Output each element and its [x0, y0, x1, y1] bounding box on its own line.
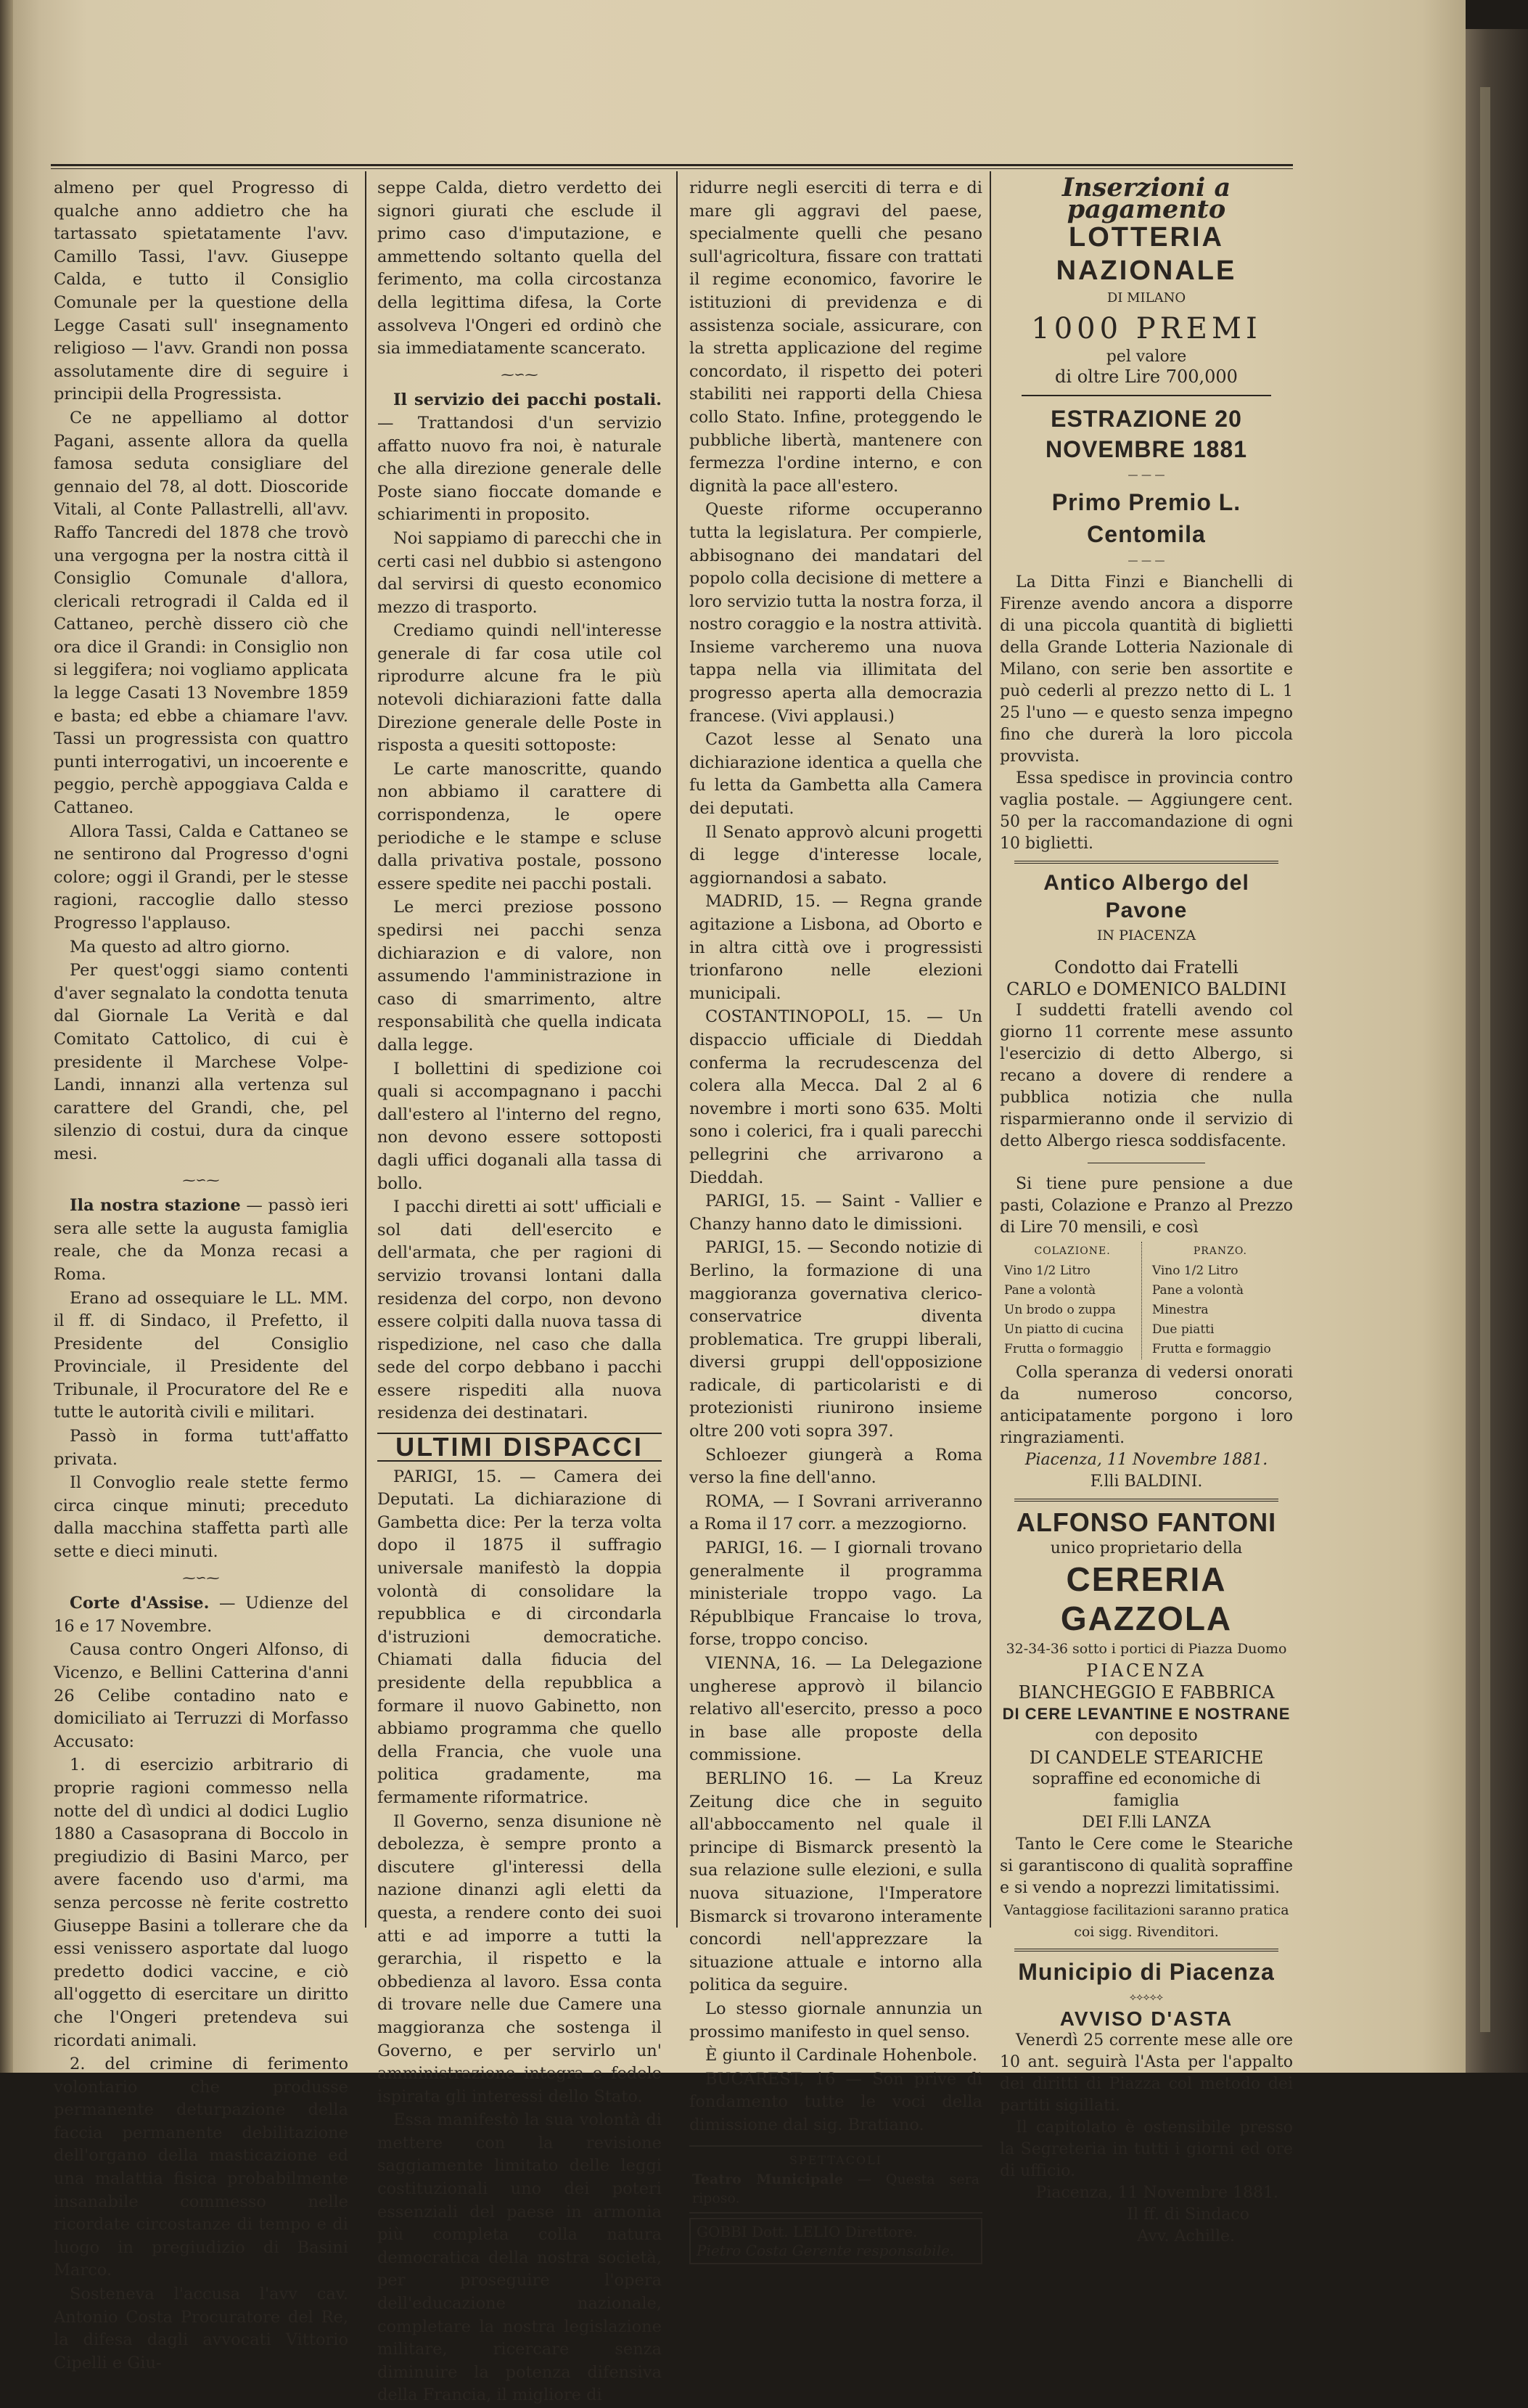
dispatch: Essa manifestò la sua volontà di mettere con la revisione saggiamente limitato delle leggi costituzionali uno dei poteri essenziali del paese in armonia più completa colla natura democratica della nostra società, per proseguire l'opera dell'educazione nazionale, completare la nostra legislazione militare, ricercare senza diminuire la potenza difensiva della Francia, il migliore di	[377, 2110, 662, 2405]
albergo-pensione: Si tiene pure pensione a due pasti, Colazione e Pranzo al Prezzo di Lire 70 mensili, e così	[1000, 1175, 1293, 1237]
lotteria-lire: di oltre Lire 700,000	[1055, 366, 1238, 387]
dispatch: Schloezer giungerà a Roma verso la fine dell'anno.	[689, 1445, 982, 1488]
paragraph: ridurre negli eserciti di terra e di mare gli aggravi del paese, specialmente quelli che pesano sull'agricoltura, fissare con trattati il regime economico, favorire le istituzioni di previdenza e di assistenza sociale, assicurare, con la stretta applicazione del regime concordato, il rispetto dei poteri stabiliti nei rapporti della Chiesa collo Stato. Infine, proteggendo le pubbliche libertà, mantenere con fermezza l'ordine interno, e con dignità la pace all'estero.	[689, 179, 982, 496]
paragraph: I bollettini di spedizione coi quali si accompagnano i pacchi dall'estero al l'interno del regno, non devono essere sottoposti dagli uffici doganali alla tassa di bollo.	[377, 1059, 662, 1193]
menu-item: Minestra	[1151, 1303, 1209, 1317]
page-gutter	[0, 0, 13, 2073]
cereria-subtitle: unico proprietario della	[1050, 1539, 1243, 1557]
avviso-signature: Avv. Achille.	[1137, 2227, 1235, 2245]
ad-separator	[1014, 1499, 1278, 1502]
ad-separator	[1014, 861, 1278, 864]
dispatch: PARIGI, 16. — I giornali trovano generalmente il programma ministeriale troppo vago. La Républbique Francaise lo trova, forse, troppo conciso.	[689, 1539, 982, 1650]
paragraph: Ma questo ad altro giorno.	[70, 937, 290, 957]
paragraph: Erano ad ossequiare le LL. MM. il ff. di Sindaco, il Prefetto, il Presidente del Consiglio Provinciale, il Presidente del Tribunale, il Procuratore del Re e tutte le autorità civili e militari.	[54, 1288, 348, 1422]
menu-item: Un piatto di cucina	[1004, 1322, 1124, 1337]
albergo-thanks: Colla speranza di vedersi onorati da numeroso concorso, anticipatamente porgono i loro ringraziamenti.	[1000, 1364, 1293, 1447]
paragraph: almeno per quel Progresso di qualche anno addietro che ha tartassato spietatamente l'avv. Camillo Tassi, l'avv. Giuseppe Calda, e tutto il Consiglio Comunale per la questione della Legge Casati sull' insegnamento religioso — l'avv. Grandi non possa assolutamente dire di seguire i principii della Progressista.	[54, 179, 348, 404]
albergo-city: IN PIACENZA	[1096, 927, 1196, 943]
menu-item: Vino 1/2 Litro	[1004, 1264, 1090, 1278]
spettacoli-heading: SPETTACOLI	[789, 2153, 883, 2168]
news-heading: Il servizio dei pacchi postali.	[393, 390, 662, 410]
top-rule	[51, 164, 1293, 166]
dispatch: PARIGI, 15. — Secondo notizie di Berlino, la formazione di una maggioranza governativa clerico-conservatrice diventa problematica. Tre gruppi liberali, diversi gruppi dell'opposizione radicale, di particolaristi e di protezionisti riunirono insieme oltre 200 voti sopra 397.	[689, 1238, 982, 1441]
paragraph: 1. di esercizio arbitrario di proprie ragioni commesso nella notte del dì undici al dodici Luglio 1880 a Casasoprana di Boccolo in pregiudizio di Basini Marco, per avere facendo uso d'armi, ma senza percosse nè ferite costretto Giuseppe Basini a tollerare che da essi venissero asportate dal luogo predetto dodici vaccine, e ciò all'oggetto di esercitare un diritto che l'Ongeri pretendeva sui ricordati animali.	[54, 1756, 348, 2050]
ad-rule	[1022, 395, 1271, 396]
avviso-text: Il capitolato è ostensibile presso la Segreteria in tutti i giorni ed ore di ufficio.	[1000, 2118, 1293, 2180]
column-divider	[365, 171, 366, 1928]
menu-item: Un brodo o zuppa	[1004, 1303, 1116, 1317]
avviso-date: Piacenza, 11 Novembre 1881.	[1035, 2184, 1278, 2202]
menu-item: Frutta o formaggio	[1004, 1342, 1124, 1356]
paragraph: Crediamo quindi nell'interesse generale di far cosa utile col riprodurre alcune fra le più notevoli dichiarazioni fatte dalla Direzione generale delle Poste in risposta a quesiti sottoposte:	[377, 621, 662, 755]
cereria-line: DEI F.lli LANZA	[1082, 1814, 1211, 1832]
paragraph: Queste riforme occuperanno tutta la legislatura. Per compierle, abbisognano dei mandatari del popolo colla decisione di mettere a loro servizio tutta la nostra forza, il nostro coraggio e la nostra attività. Insieme varcheremo una nuova tappa nella via illimitata del progresso aperta alla democrazia francese. (Vivi applausi.)	[689, 500, 982, 726]
paragraph: Le merci preziose possono spedirsi nei pacchi senza dichiarazion e di valore, non assumendo l'amministrazione in caso di smarrimento, altre responsabilità che quella indicata dalla legge.	[377, 898, 662, 1054]
dispatch: MADRID, 15. — Regna grande agitazione a Lisbona, ad Oborto e in altra città ove i progressisti trionfarono nelle elezioni municipali.	[689, 892, 982, 1003]
paragraph: Il Convoglio reale stette fermo circa cinque minuti; preceduto dalla macchina staffetta partì alle sette e dieci minuti.	[54, 1473, 348, 1562]
paragraph: Allora Tassi, Calda e Cattaneo se ne sentirono dal Progresso d'ogni colore; oggi il Grandi, per le stesse ragioni, raccoglie dallo stesso Progresso l'applauso.	[54, 822, 348, 933]
cereria-line: DI CANDELE STEARICHE	[1029, 1748, 1264, 1768]
menu-item: Due piatti	[1151, 1322, 1215, 1337]
lotteria-subtitle: DI MILANO	[1106, 290, 1186, 306]
cereria-line: DI CERE LEVANTINE E NOSTRANE	[1002, 1705, 1291, 1723]
director-line: GOBBI Dott. LELIO Direttore.	[697, 2223, 918, 2241]
cereria-line: sopraffine ed economiche di famiglia	[1032, 1770, 1261, 1810]
column-1	[54, 177, 348, 2375]
manager-line: Pietro Costa Gerente responsabile.	[697, 2242, 955, 2260]
section-ornament: ⁓∽⁓	[182, 1570, 220, 1586]
column-divider	[676, 171, 678, 1928]
column-2	[377, 177, 662, 2408]
dispatch: BERLINO 16. — La Kreuz Zeitung dice che in seguito all'abboccamento nel quale il principe di Bismarck presentò la sua relazione sulle elezioni, e sulla nuova situazione, l'Imperatore Bismarck si trovarono interamente concordi nell'apprezzare la situazione attuale e intorno alla politica da seguire.	[689, 1769, 982, 1995]
book-binding	[1466, 29, 1528, 2073]
dispatch: VIENNA, 16. — La Delegazione ungherese approvò il bilancio relativo all'esercito, presso a poco in base alle proposte della commissione.	[689, 1654, 982, 1765]
dispatch: ROMA, — I Sovrani arriveranno a Roma il 17 corr. a mezzogiorno.	[689, 1491, 982, 1534]
municipio-title: Municipio di Piacenza	[1018, 1959, 1275, 1985]
news-text: — Trattandosi d'un servizio affatto nuovo fra noi, è naturale che alla direzione generale delle Poste siano fioccate domande e schiarimenti in proposito.	[377, 413, 662, 525]
news-heading: Corte d'Assise.	[70, 1594, 210, 1613]
paragraph: Per quest'oggi siamo contenti d'aver segnalato la condotta tenuta dal Giornale La Verità e dal Comitato Cattolico, di cui è presidente il Marchese Volpe-Landi, innanzi alla vertenza sul carattere del Grandi, che, pel silenzio di costui, dura da cinque mesi.	[54, 961, 348, 1163]
news-heading: Ila nostra stazione	[70, 1196, 241, 1216]
paragraph: Sosteneva l'accusa l'avv cav. Antonio Costa Procuratore del Re, la difesa dagli avvocati Vittorio Cipelli e Giu-	[54, 2285, 348, 2372]
theatre-name: Teatro Municipale	[692, 2171, 843, 2188]
spettacoli-box	[689, 2145, 982, 2214]
section-ornament: ⁓∽⁓	[182, 1172, 220, 1188]
news-item-stazione	[54, 1195, 348, 1286]
masthead-credits	[689, 2218, 982, 2264]
news-item-pacchi	[377, 389, 662, 527]
news-item-assise	[54, 1592, 348, 1638]
dispatch: Il Governo, senza disunione nè debolezza, è sempre pronto a discutere gl'interessi della nazione dinanzi agli eletti da questa, a rendere conto dei suoi atti e ad imporre a tutti la gerarchia, il rispetto e la obbedienza al lavoro. Essa conta di trovare nelle due Camere una maggioranza che sostenga il Governo, e per servirlo un' amministrazione integra e fedele ispirata gli interessi dello Stato.	[377, 1811, 662, 2106]
binding-strip	[1480, 87, 1490, 2032]
column-4-advertisements: Inserzioni a pagamento LOTTERIA NAZIONALE DI MILANO 1000 PREMI pel valore di oltre Lire 700,000 ESTRAZIONE 20 NOVEMBRE 1881 — — — Primo Premio L. Centomila — — — La Ditta Finzi e Bianchelli di Firenze avendo ancora a disporre di una piccola quantità di biglietti della Grande Lotteria Nazionale di Milano, con serie ben assortite e può cederli al prezzo netto di L. 1 25 l'uno — e questo senza impegno fino che durerà la loro piccola provvista. Essa spedisce in provincia contro vaglia postale. — Aggiungere cent. 50 per la raccomandazione di ogni 10 biglietti. Antico Albergo del Pavone IN PIACENZA Condotto dai Fratelli CARLO e DOMENICO BALDINI I suddetti fratelli avendo col giorno 11 corrente mese assunto l'esercizio di detto Albergo, si recano a dovere di rendere a pubblica notizia che nulla risparmieranno onde il servizio di detto Albergo riesca soddisfacente. Si tiene pure pensione a due pasti, Colazione e Pranzo al Prezzo di Lire 70 mensili, e così COLAZIONE. Vino 1/2 Litro Pane a volontà Un brodo o zuppa Un piatto di cucina Frutta o formaggio PRANZO. Vino 1/2 Litro Pane a volontà Minestra Due piatti Frutta e formaggio Colla speranza di vedersi onorati da numeroso concorso, anticipatamente porgono i loro ringraziamenti. Piacenza, 11 Novembre 1881. F.lli BALDINI. ALFONSO FANTONI unico proprietario della CERERIA GAZZOLA 32-34-36 sotto i portici di Piazza Duomo PIACENZA BIANCHEGGIO E FABBRICA DI CERE LEVANTINE E NOSTRANE con deposito DI CANDELE STEARICHE sopraffine ed economiche di famiglia DEI F.lli LANZA Tanto le Cere come le Steariche si garantiscono di qualità sopraffine e si vendo a noprezzi limitatissimi. Vantaggiose facilitazioni saranno pratica coi sigg. Rivenditori. Municipio di Piacenza ⟡⟡⟡⟡⟡ AVVISO D'ASTA Venerdì 25 corrente mese alle ore 10 ant. seguirà l'Asta per l'appalto dei diritti di Piazza col metodo dei partiti sigillati. Il capitolato è ostensibile presso la Segreteria in tutti i giorni ed ore di ufficio. Piacenza, 11 Novembre 1881. Il ff. di Sindaco Avv. Achille.	[1000, 177, 1293, 2248]
paragraph: seppe Calda, dietro verdetto dei signori giurati che esclude il primo caso d'imputazione, e ammettendo soltanto quella del ferimento, ma colla circostanza della legittima difesa, la Corte assolveva l'Ongeri ed ordinò che sia immediatamente scancerato.	[377, 179, 662, 359]
dispatch: COSTANTINOPOLI, 15. — Un dispaccio ufficiale di Dieddah conferma la recrudescenza del colera alla Mecca. Dal 2 al 6 novembre i morti sono 635. Molti sono i colerici, fra i quali parecchi pellegrini che arrivarono a Dieddah.	[689, 1007, 982, 1187]
menu-heading: COLAZIONE.	[1034, 1245, 1111, 1257]
paragraph: I pacchi diretti ai sott' ufficiali e sol dati dell'esercito e dell'armata, che per ragioni di servizio trovansi lontani dalla residenza del corpo, non devono essere colpiti dalla nuova tassa di rispedizione, nel caso che dalla sede del corpo debbano i pacchi essere rispediti alla nuova residenza dei destinatari.	[377, 1197, 662, 1423]
lotteria-estrazione: ESTRAZIONE 20 NOVEMBRE 1881	[1046, 406, 1247, 462]
dispatch: PARIGI, 15. — Camera dei Deputati. La dichiarazione di Gambetta dice: Per la terza volta dopo il 1875 il suffragio universale manifestò la doppia volontà di consolidare la repubblica e di circondarla d'istruzioni democratiche. Chiamati dalla fiducia del presidente della repubblica a formare il nuovo Gabinetto, non abbiamo programma che quello della Francia, che vuole una politica gradamente, ma fermamente riformatrice.	[377, 1467, 662, 1807]
spettacoli-text	[692, 2170, 979, 2208]
menu-item: Frutta e formaggio	[1151, 1342, 1271, 1356]
cereria-line: con deposito	[1095, 1727, 1198, 1745]
news-text: — passò ieri sera alle sette la augusta famiglia reale, che da Monza recasi a Roma.	[54, 1196, 348, 1284]
albergo-date: Piacenza, 11 Novembre 1881.	[1024, 1451, 1268, 1469]
cereria-city: PIACENZA	[1086, 1660, 1207, 1681]
menu-colazione	[1004, 1242, 1141, 1359]
avviso-signatory: Il ff. di Sindaco	[1127, 2206, 1249, 2224]
paragraph: 2. del crimine di ferimento volontario che produsse permanente deturpazione della faccia permanente debilitazione dell'organo della masticazione ed una malattia fisica probabilmente insanabile commesso nelle ricordate circostanze di tempo e di luogo in pregiudizio di Basini Marco.	[54, 2055, 348, 2280]
avviso-text: Venerdì 25 corrente mese alle ore 10 ant. seguirà l'Asta per l'appalto dei diritti di Piazza col metodo dei partiti sigillati.	[1000, 2031, 1293, 2115]
menu-pranzo	[1141, 1242, 1289, 1359]
dispatch: PARIGI, 15. — Saint - Vallier e Chanzy hanno dato le dimissioni.	[689, 1192, 982, 1234]
albergo-owners: CARLO e DOMENICO BALDINI	[1006, 979, 1287, 999]
cereria-note: Vantaggiose facilitazioni saranno pratica coi sigg. Rivenditori.	[1003, 1902, 1289, 1940]
news-text: — Udienze del 16 e 17 Novembre.	[54, 1594, 348, 1636]
ads-header: Inserzioni a pagamento	[1061, 173, 1231, 224]
menu-item: Vino 1/2 Litro	[1151, 1264, 1239, 1278]
menu-item: Pane a volontà	[1151, 1283, 1244, 1298]
lotteria-primo-premio: Primo Premio L. Centomila	[1051, 489, 1241, 547]
paragraph: Noi sappiamo di parecchi che in certi casi nel dubbio si astengono dal servirsi di questo economico mezzo di trasporto.	[377, 528, 662, 617]
cereria-address: 32-34-36 sotto i portici di Piazza Duomo	[1006, 1641, 1287, 1657]
dispatch: BUCAREST, 16 — Son prive di fondamento tutte le voci della dimissione dal sig. Bratiano.	[689, 2069, 982, 2134]
paragraph: Le carte manoscritte, quando non abbiamo il carattere di corrispondenza, le opere periodiche e le stampe e scluse dalla privativa postale, possono essere spedite nei pacchi postali.	[377, 759, 662, 893]
section-title-ultimi-dispacci: ULTIMI DISPACCI	[377, 1433, 662, 1462]
lotteria-premi: 1000 PREMI	[1031, 312, 1262, 345]
lotteria-text: Essa spedisce in provincia contro vaglia postale. — Aggiungere cent. 50 per la raccomandazione di ogni 10 biglietti.	[1000, 769, 1293, 853]
cereria-title: CERERIA GAZZOLA	[1060, 1560, 1233, 1637]
dispatch: È giunto il Cardinale Hohenbole.	[705, 2046, 978, 2065]
paragraph: Passò in forma tutt'affatto privata.	[54, 1427, 348, 1469]
albergo-title: Antico Albergo del Pavone	[1043, 871, 1249, 922]
cereria-text: Tanto le Cere come le Steariche si garantiscono di qualità sopraffine e si vendo a noprezzi limitatissimi.	[1000, 1835, 1293, 1897]
column-divider	[990, 171, 991, 1928]
lotteria-text: La Ditta Finzi e Bianchelli di Firenze avendo ancora a disporre di una piccola quantità di biglietti della Grande Lotteria Nazionale di Milano, con serie ben assortite e può cederli al prezzo netto di L. 1 25 l'uno — e questo senza impegno fino che durerà la loro piccola provvista.	[1000, 573, 1293, 766]
menu-table	[1004, 1242, 1289, 1359]
column-3	[689, 177, 982, 2264]
lotteria-title: LOTTERIA NAZIONALE	[1056, 222, 1237, 286]
lotteria-valore: pel valore	[1106, 348, 1187, 366]
top-rule-thin	[51, 168, 1293, 169]
section-ornament: ⁓∽⁓	[501, 366, 538, 382]
albergo-signature: F.lli BALDINI.	[1090, 1473, 1203, 1491]
albergo-conduzione: Condotto dai Fratelli	[1054, 957, 1239, 978]
paragraph: Causa contro Ongeri Alfonso, di Vicenzo, e Bellini Catterina d'anni 26 Celibe contadino nato e domiciliato ai Terruzzi di Morfasso Accusato:	[54, 1640, 348, 1751]
albergo-text: I suddetti fratelli avendo col giorno 11 corrente mese assunto l'esercizio di detto Albergo, si recano a dovere di rendere a pubblica notizia che nulla risparmieranno onde il servizio di detto Albergo riesca soddisfacente.	[1000, 1002, 1293, 1150]
ad-separator	[1014, 1949, 1278, 1952]
menu-item: Pane a volontà	[1004, 1283, 1096, 1298]
cereria-line: BIANCHEGGIO E FABBRICA	[1018, 1682, 1275, 1703]
cereria-owner: ALFONSO FANTONI	[1016, 1507, 1277, 1537]
dispatch: Lo stesso giornale annunzia un prossimo manifesto in quel senso.	[689, 1999, 982, 2042]
paragraph: Cazot lesse al Senato una dichiarazione identica a quella che fu letta da Gambetta alla Camera dei deputati.	[689, 730, 982, 819]
paragraph: Ce ne appelliamo al dottor Pagani, assente allora da quella famosa seduta consigliare del gennaio del 78, al dott. Dioscoride Vitali, al Conte Pallastrelli, all'avv. Raffo Tancredi del 1878 che trovò una vergogna per la nostra città il Consiglio Comunale d'allora, clericali retrogradi il Calda ed il Cattaneo, perchè dissero ciò che ora dice il Grandi: in Consiglio non si leggifera; noi vogliamo applicata la legge Casati 13 Novembre 1859 e basta; ed ebbe a chiamare l'avv. Tassi un progressista con quattro punti interrogativi, un incoerente e peggio, perchè appoggiava Calda e Cattaneo.	[54, 408, 348, 818]
paragraph: Il Senato approvò alcuni progetti di legge d'interesse locale, aggiornandosi a sabato.	[689, 822, 982, 888]
avviso-asta-title: AVVISO D'ASTA	[1059, 2007, 1233, 2030]
theatre-note: — Questa sera riposo.	[692, 2171, 980, 2207]
menu-heading: PRANZO.	[1193, 1245, 1247, 1257]
